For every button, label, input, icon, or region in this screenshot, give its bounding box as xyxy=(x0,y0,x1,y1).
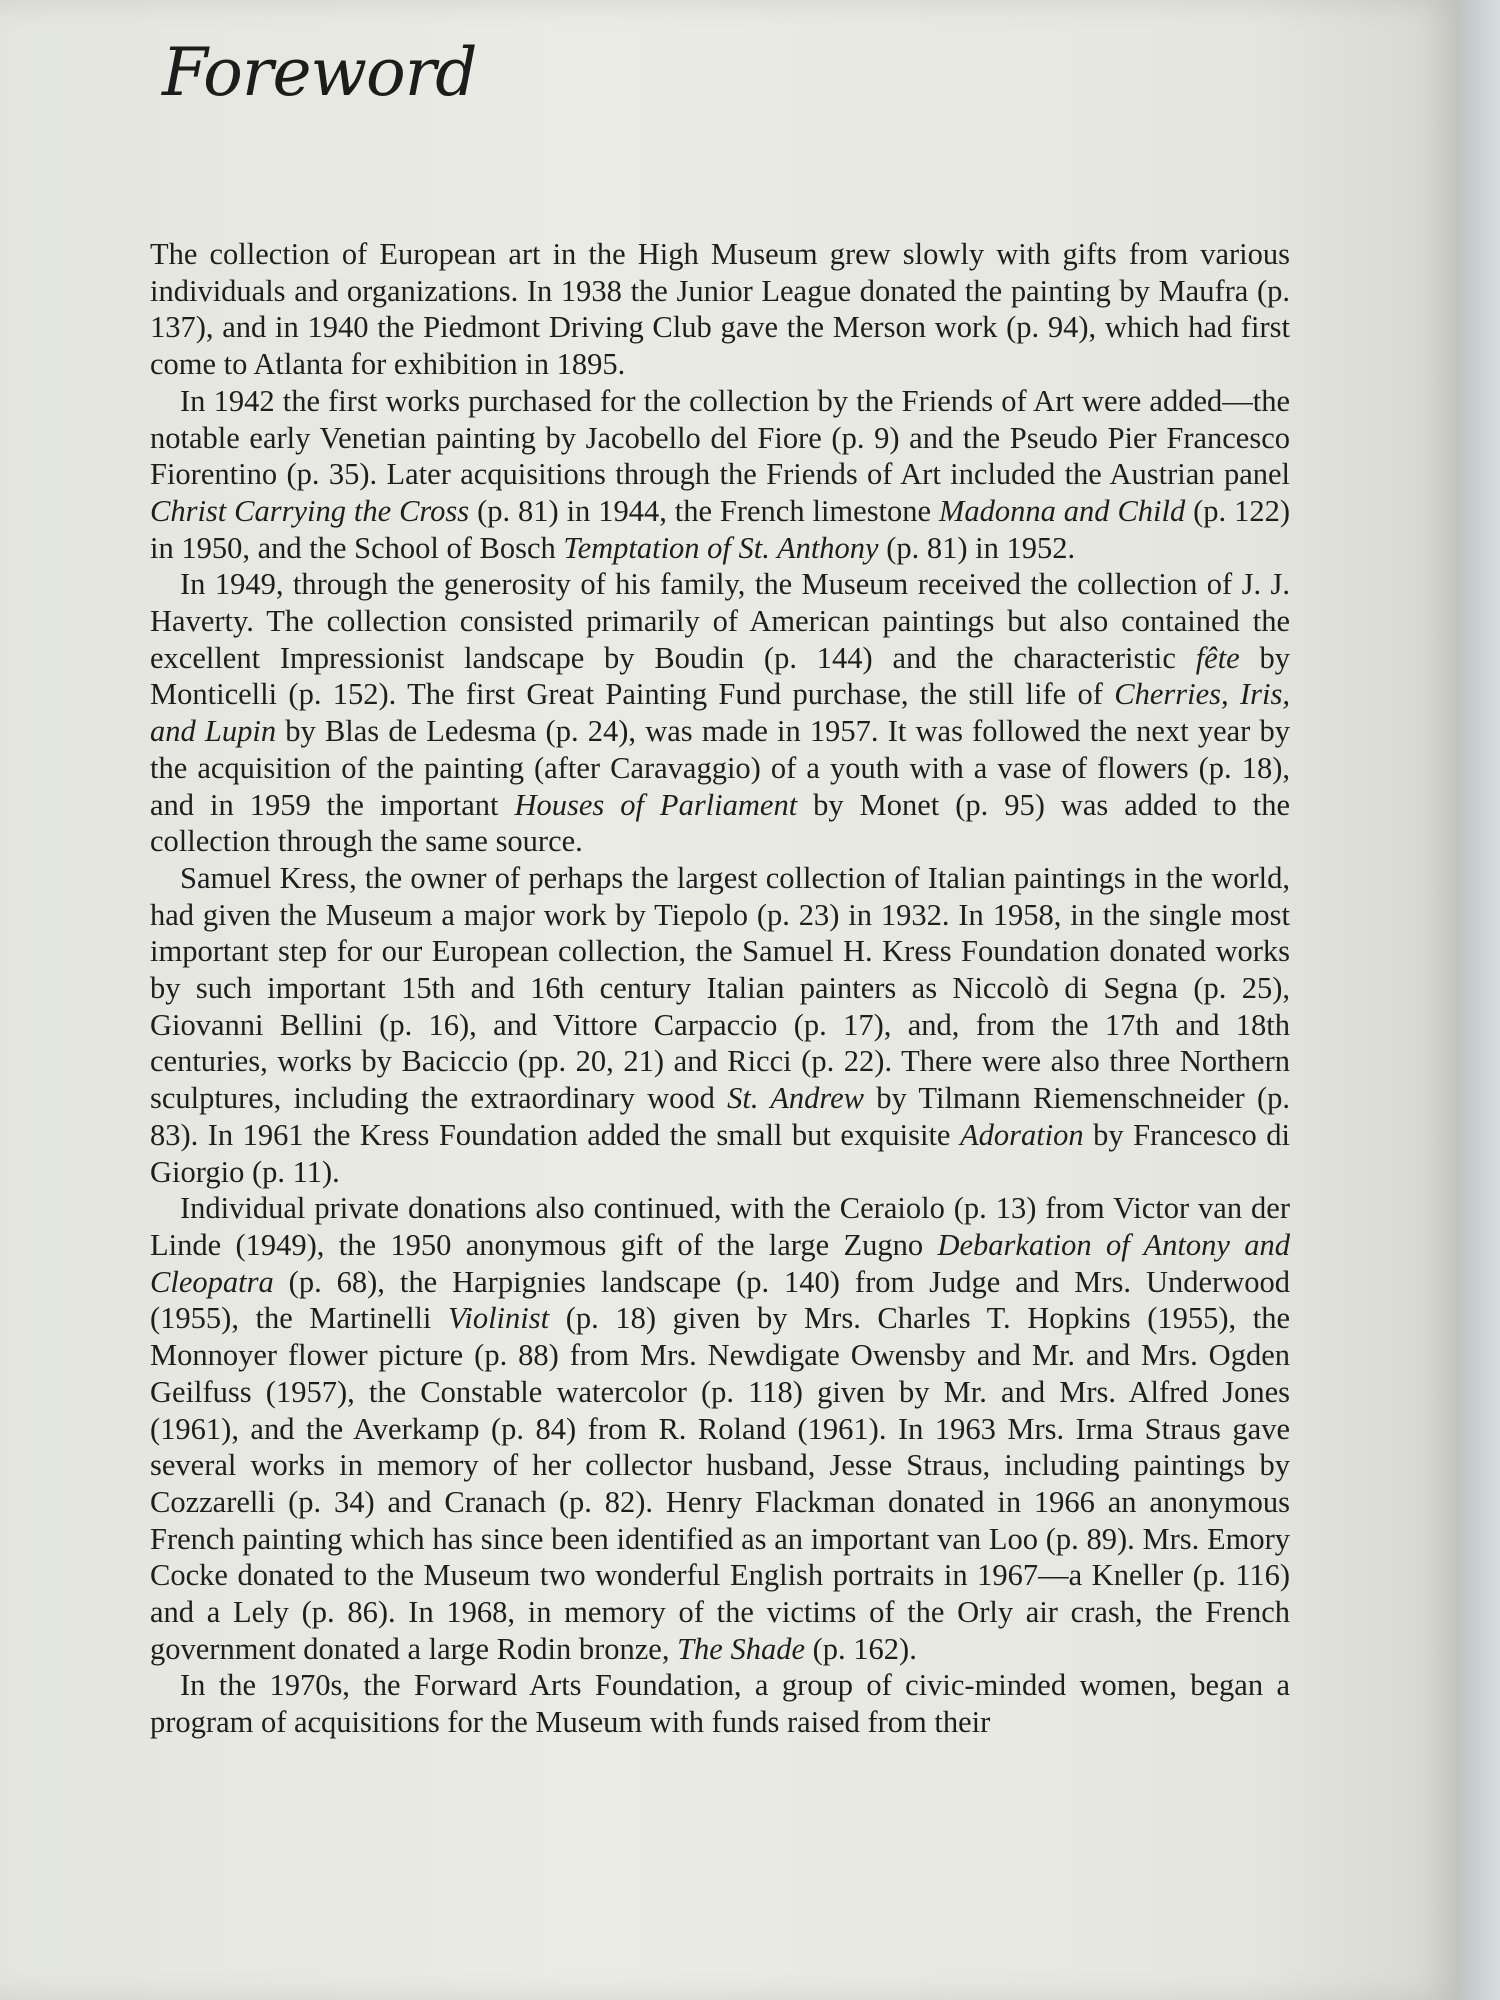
italic-title: fête xyxy=(1195,640,1240,675)
text-run: (p. 81) in 1944, the French limestone xyxy=(469,493,939,528)
text-run: Individual private donations also continued, with the Ceraiolo (p. 13) from Victor van der Linde (1949), the 1950 anonymous gift of the large Zugno xyxy=(150,1191,1290,1262)
paragraph xyxy=(150,1190,1290,1667)
italic-title: The Shade xyxy=(677,1631,806,1666)
adjacent-page-edge xyxy=(1460,0,1500,2000)
italic-title: St. Andrew xyxy=(727,1081,864,1116)
text-run: (p. 18) given by Mrs. Charles T. Hopkins (1955), the Monnoyer flower picture (p. 88) from Mrs. Newdigate Owensby and Mr. and Mrs. Ogden Geilfuss (1957), the Constable watercolor (p. 118) given by Mr. and Mrs. Alfred Jones (1961), and the Averkamp (p. 84) from R. Roland (1961). In 1963 Mrs. Irma Straus gave several works in memory of her collector husband, Jesse Straus, including paintings by Cozzarelli (p. 34) and Cranach (p. 82). Henry Flackman donated in 1966 an anonymous French painting which has since been identified as an important van Loo (p. 89). Mrs. Emory Cocke donated to the Museum two wonderful English portraits in 1967—a Kneller (p. 116) and a Lely (p. 86). In 1968, in memory of the victims of the Orly air crash, the French government donated a large Rodin bronze, xyxy=(150,1301,1291,1666)
text-run: In the 1970s, the Forward Arts Foundation, a group of civic-minded women, began a program of acquisitions for the Museum with funds raised from their xyxy=(150,1668,1290,1740)
text-run: by Tilmann Riemenschneider (p. 83). In 1961 the Kress Foundation added the small but exquisite xyxy=(150,1081,1290,1152)
text-run: Samuel Kress, the owner of perhaps the largest collection of Italian paintings in the world, had given the Museum a major work by Tiepolo (p. 23) in 1932. In 1958, in the single most important step for our European collection, the Samuel H. Kress Foundation donated works by such important 15th and 16th century Italian painters as Niccolò di Segna (p. 25), Giovanni Bellini (p. 16), and Vittore Carpaccio (p. 17), and, from the 17th and 18th centuries, works by Baciccio (pp. 20, 21) and Ricci (p. 22). There were also three Northern sculptures, including the extraordinary wood xyxy=(150,860,1290,1116)
text-run: (p. 68), the Harpignies landscape (p. 140) from Judge and Mrs. Underwood (1955), the Martinelli xyxy=(150,1264,1290,1336)
paragraph xyxy=(150,1667,1290,1740)
italic-title: Debarkation of Antony and Cleopatra xyxy=(150,1227,1291,1299)
text-run: by Blas de Ledesma (p. 24), was made in 1957. It was followed the next year by the acquisition of the painting (after Caravaggio) of a youth with a vase of flowers (p. 18), and in 1959 the important xyxy=(150,714,1290,822)
italic-title: Houses of Parliament xyxy=(514,787,798,822)
text-run: by Monticelli (p. 152). The first Great Painting Fund purchase, the still life of xyxy=(150,640,1291,712)
italic-title: Madonna and Child xyxy=(938,493,1186,528)
page-heading: Foreword xyxy=(162,34,477,111)
text-run: (p. 81) in 1952. xyxy=(878,530,1076,565)
italic-title: Christ Carrying the Cross xyxy=(150,493,470,528)
paragraph xyxy=(150,383,1290,567)
text-run: by Francesco di Giorgio (p. 11). xyxy=(150,1117,1290,1189)
text-run: The collection of European art in the High Museum grew slowly with gifts from various individuals and organizations. In 1938 the Junior League donated the painting by Maufra (p. 137), and in 1940 the Piedmont Driving Club gave the Merson work (p. 94), which had first come to Atlanta for exhibition in 1895. xyxy=(150,237,1290,382)
italic-title: Cherries, Iris, and Lupin xyxy=(150,677,1291,749)
text-run: (p. 162). xyxy=(805,1631,917,1666)
italic-title: Adoration xyxy=(959,1117,1084,1152)
paragraph xyxy=(150,860,1290,1190)
paragraph xyxy=(150,566,1290,860)
italic-title: Violinist xyxy=(447,1301,550,1336)
text-run: In 1942 the first works purchased for the collection by the Friends of Art were added—the notable early Venetian painting by Jacobello del Fiore (p. 9) and the Pseudo Pier Francesco Fiorentino (p. 35). Later acquisitions through the Friends of Art included the Austrian panel xyxy=(150,383,1290,492)
foreword-body xyxy=(150,236,1290,1741)
text-run: In 1949, through the generosity of his family, the Museum received the collection of J. J. Haverty. The collection consisted primarily of American paintings but also contained the excellent Impressionist landscape by Boudin (p. 144) and the characteristic xyxy=(150,567,1290,675)
text-run: by Monet (p. 95) was added to the collection through the same source. xyxy=(150,787,1290,859)
italic-title: Temptation of St. Anthony xyxy=(563,530,879,565)
text-run: (p. 122) in 1950, and the School of Bosch xyxy=(150,493,1290,565)
paragraph xyxy=(150,236,1290,383)
